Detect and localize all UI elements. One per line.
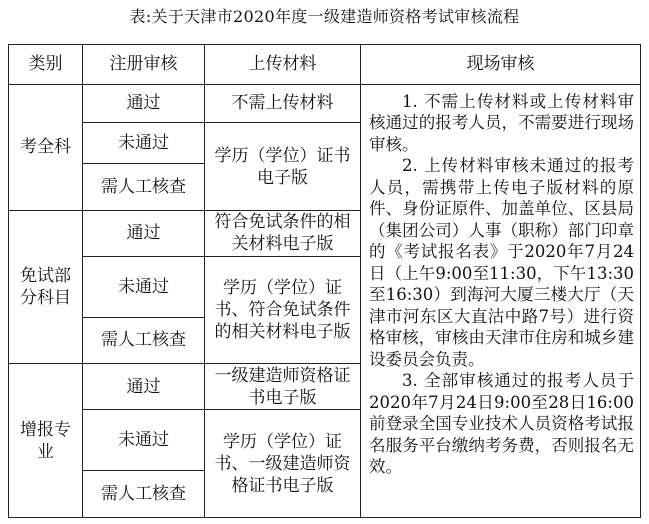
review-cell: 未通过 bbox=[83, 256, 205, 317]
material-cell: 符合免试条件的相关材料电子版 bbox=[205, 210, 361, 256]
material-cell: 不需上传材料 bbox=[205, 84, 361, 123]
header-row bbox=[9, 45, 641, 85]
review-cell: 需人工核查 bbox=[83, 163, 205, 210]
category-cell: 考全科 bbox=[9, 84, 83, 210]
header-registration-review: 注册审核 bbox=[83, 45, 205, 85]
category-cell: 增报专业 bbox=[9, 364, 83, 518]
material-cell: 学历（学位）证书、符合免试条件的相关材料电子版 bbox=[205, 256, 361, 364]
material-cell: 学历（学位）证书、一级建造师资格证书电子版 bbox=[205, 410, 361, 518]
table-row bbox=[9, 84, 641, 123]
review-cell: 未通过 bbox=[83, 123, 205, 164]
table-title: 表:关于天津市2020年度一级建造师资格考试审核流程 bbox=[129, 7, 520, 26]
onsite-note: 3. 全部审核通过的报考人员于2020年7月24日9:00至28日16:00前登录全国专业技术人员资格考试报名服务平台缴纳考务费，否则报名无效。 bbox=[369, 371, 634, 477]
review-cell: 需人工核查 bbox=[83, 317, 205, 364]
onsite-note: 1. 不需上传材料或上传材料审核通过的报考人员，不需要进行现场审核。 bbox=[369, 91, 634, 154]
review-cell: 通过 bbox=[83, 210, 205, 256]
material-cell: 学历（学位）证书电子版 bbox=[205, 123, 361, 210]
onsite-note: 2. 上传材料审核未通过的报考人员，需携带上传电子版材料的原件、身份证原件、加盖单位、区县局（集团公司）人事（职称）部门印章的《考试报名表》于2020年7月24日（上午9:00至11:30，下午13:30至16:30）到海河大厦三楼大厅（天津市河东区大直沽中路7号）进行资格审核，审核由天津市住房和城乡建设委员会负责。 bbox=[369, 156, 634, 369]
review-cell: 通过 bbox=[83, 84, 205, 123]
review-process-table bbox=[8, 44, 641, 518]
onsite-notes-cell bbox=[361, 84, 641, 517]
review-cell: 通过 bbox=[83, 364, 205, 410]
header-upload-material: 上传材料 bbox=[205, 45, 361, 85]
header-onsite-review: 现场审核 bbox=[361, 45, 641, 85]
review-cell: 需人工核查 bbox=[83, 471, 205, 518]
category-cell: 免试部分科目 bbox=[9, 210, 83, 364]
material-cell: 一级建造师资格证书电子版 bbox=[205, 364, 361, 410]
header-category: 类别 bbox=[9, 45, 83, 85]
review-cell: 未通过 bbox=[83, 410, 205, 471]
